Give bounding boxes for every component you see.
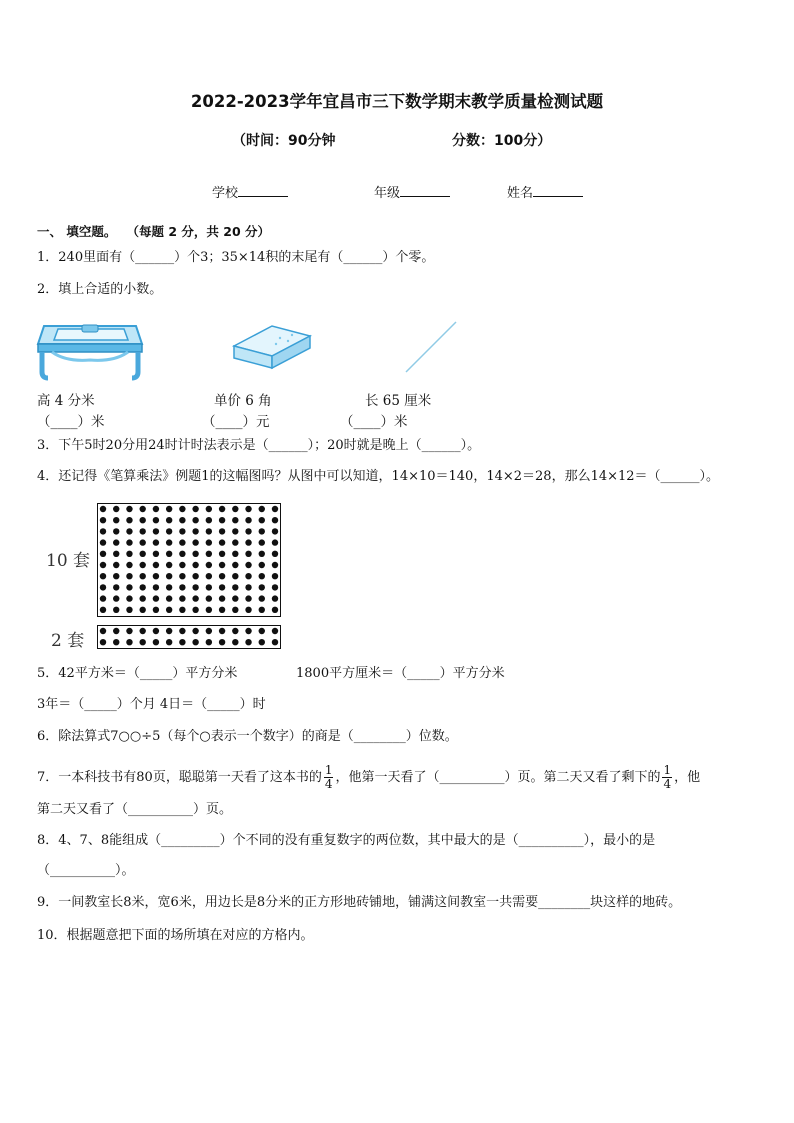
dot [245, 562, 251, 568]
dot [219, 595, 225, 601]
dot [259, 584, 265, 590]
dot [245, 639, 251, 645]
question-10: 10．根据题意把下面的场所填在对应的方格内。 [37, 928, 314, 943]
dot [219, 628, 225, 634]
dot [166, 584, 172, 590]
dot [126, 506, 132, 512]
question-7-part-a: 7．一本科技书有80页，聪聪第一天看了这本书的 [37, 770, 322, 785]
dot [206, 584, 212, 590]
dot [259, 539, 265, 545]
dot [179, 573, 185, 579]
dot [126, 639, 132, 645]
dot [113, 528, 119, 534]
dot [272, 517, 278, 523]
eraser-caption: 单价 6 角 [214, 393, 272, 409]
dot [232, 506, 238, 512]
dot [232, 584, 238, 590]
dot [179, 562, 185, 568]
dot [100, 517, 106, 523]
dot [179, 595, 185, 601]
ten-sets-label: 10 套 [46, 551, 91, 571]
exam-time: （时间：90分钟 [232, 133, 336, 149]
question-7 [37, 762, 700, 794]
dot [245, 607, 251, 613]
dot [259, 528, 265, 534]
dot [113, 584, 119, 590]
dot [166, 595, 172, 601]
dot [192, 607, 198, 613]
dot [113, 517, 119, 523]
dot [192, 517, 198, 523]
dot [219, 517, 225, 523]
question-7-line-2: 第二天又看了（__________）页。 [37, 802, 233, 817]
dot-array-ten-sets [97, 503, 281, 617]
dot [232, 639, 238, 645]
dot [206, 573, 212, 579]
dot [272, 607, 278, 613]
dot [179, 528, 185, 534]
dot [113, 639, 119, 645]
question-4: 4．还记得《笔算乘法》例题1的这幅图吗？从图中可以知道，14×10＝140，14×2＝28，那么14×12＝（______）。 [37, 469, 720, 484]
dot [166, 562, 172, 568]
dot [245, 539, 251, 545]
section-heading [37, 223, 270, 242]
dot [272, 639, 278, 645]
dot [245, 551, 251, 557]
dot [139, 506, 145, 512]
dot [272, 573, 278, 579]
dot [192, 528, 198, 534]
dot [219, 584, 225, 590]
dot [100, 506, 106, 512]
dot [219, 551, 225, 557]
dot [259, 562, 265, 568]
dot [259, 607, 265, 613]
eraser-answer: （____）元 [202, 414, 270, 430]
dot [139, 628, 145, 634]
dot [179, 539, 185, 545]
dot [179, 517, 185, 523]
dot [192, 506, 198, 512]
dot [126, 528, 132, 534]
dot [126, 562, 132, 568]
dot [259, 639, 265, 645]
dot [139, 607, 145, 613]
dot [232, 528, 238, 534]
dot [206, 528, 212, 534]
dot [232, 551, 238, 557]
school-blank[interactable] [238, 184, 288, 197]
dot [272, 595, 278, 601]
dot [179, 628, 185, 634]
dot [153, 628, 159, 634]
dot [259, 573, 265, 579]
dot [153, 595, 159, 601]
eraser-picture [232, 322, 312, 372]
dot [100, 639, 106, 645]
dot [100, 595, 106, 601]
dot [126, 573, 132, 579]
dot [126, 607, 132, 613]
dot [126, 584, 132, 590]
dot [192, 539, 198, 545]
dot [192, 595, 198, 601]
dot [206, 551, 212, 557]
dot [206, 607, 212, 613]
dot [245, 628, 251, 634]
dot [126, 551, 132, 557]
dot [206, 539, 212, 545]
two-sets-label: 2 套 [51, 631, 85, 651]
dot [232, 573, 238, 579]
dot [153, 551, 159, 557]
dot [100, 539, 106, 545]
dot [192, 628, 198, 634]
table-caption: 高 4 分米 [37, 393, 95, 409]
dot [206, 628, 212, 634]
dot [139, 551, 145, 557]
dot [232, 595, 238, 601]
dot [153, 506, 159, 512]
dot [153, 562, 159, 568]
dot [245, 517, 251, 523]
dot [100, 551, 106, 557]
dot [219, 539, 225, 545]
dot [139, 539, 145, 545]
dot [192, 584, 198, 590]
dot-array-two-sets [97, 625, 281, 649]
dot [272, 506, 278, 512]
dot [100, 584, 106, 590]
name-label: 姓名 [507, 186, 534, 201]
dot [113, 562, 119, 568]
dot [100, 562, 106, 568]
line-segment-picture [404, 320, 460, 376]
dot [232, 628, 238, 634]
dot [206, 639, 212, 645]
dot [113, 506, 119, 512]
dot [139, 562, 145, 568]
question-8-line-1: 8．4、7、8能组成（_________）个不同的没有重复数字的两位数，其中最大的是（__________），最小的是 [37, 833, 656, 848]
dot [245, 506, 251, 512]
question-3: 3．下午5时20分用24时计时法表示是（______）；20时就是晚上（______）。 [37, 438, 481, 453]
dot [272, 628, 278, 634]
dot [259, 506, 265, 512]
dot [232, 539, 238, 545]
dot [192, 573, 198, 579]
question-1: 1．240里面有（______）个3；35×14积的末尾有（______）个零。 [37, 250, 435, 265]
dot [166, 628, 172, 634]
dot [166, 573, 172, 579]
dot [272, 539, 278, 545]
question-7-part-b: ，他第一天看了（__________）页。第二天又看了剩下的 [335, 770, 661, 785]
grade-blank[interactable] [400, 184, 450, 197]
dot [232, 562, 238, 568]
dot [259, 551, 265, 557]
dot [153, 528, 159, 534]
question-5a: 5．42平方米＝（_____）平方分米 [37, 666, 238, 681]
dot [139, 528, 145, 534]
dot [219, 639, 225, 645]
dot [153, 639, 159, 645]
fraction-numerator: 1 [663, 763, 672, 777]
dot [100, 573, 106, 579]
line-answer: （____）米 [340, 414, 408, 430]
dot [206, 562, 212, 568]
dot [139, 639, 145, 645]
dot [113, 539, 119, 545]
fraction-one-quarter-a [324, 764, 334, 791]
dot [245, 573, 251, 579]
dot [100, 628, 106, 634]
fraction-denominator: 4 [663, 777, 672, 791]
dot [192, 562, 198, 568]
dot [219, 573, 225, 579]
dot [166, 506, 172, 512]
dot [113, 573, 119, 579]
dot [126, 628, 132, 634]
fraction-denominator: 4 [324, 777, 333, 791]
dot [206, 506, 212, 512]
dot [126, 539, 132, 545]
dot [166, 528, 172, 534]
dot [113, 595, 119, 601]
dot [179, 506, 185, 512]
dot [166, 607, 172, 613]
dot [179, 607, 185, 613]
question-5c: 3年＝（_____）个月 4日＝（_____）时 [37, 697, 266, 712]
dot [126, 595, 132, 601]
dot [153, 584, 159, 590]
line-caption: 长 65 厘米 [365, 393, 432, 409]
dot [139, 573, 145, 579]
dot [153, 573, 159, 579]
dot [219, 506, 225, 512]
fraction-one-quarter-b [662, 764, 672, 791]
table-answer: （____）米 [37, 414, 105, 430]
dot [245, 595, 251, 601]
dot [259, 517, 265, 523]
dot [232, 517, 238, 523]
dot [139, 517, 145, 523]
dot [206, 517, 212, 523]
dot [166, 517, 172, 523]
question-8-line-2: （__________）。 [37, 863, 135, 878]
dot [272, 562, 278, 568]
dot [219, 607, 225, 613]
question-2: 2．填上合适的小数。 [37, 282, 163, 297]
dot [245, 528, 251, 534]
dot [139, 595, 145, 601]
fraction-numerator: 1 [324, 763, 333, 777]
school-field [212, 182, 288, 201]
dot [259, 595, 265, 601]
dot [245, 584, 251, 590]
dot [272, 528, 278, 534]
dot [153, 607, 159, 613]
dot [113, 607, 119, 613]
dot [166, 539, 172, 545]
dot [139, 584, 145, 590]
dot [179, 639, 185, 645]
dot [113, 628, 119, 634]
dot [272, 584, 278, 590]
dot [179, 551, 185, 557]
school-label: 学校 [212, 186, 239, 201]
dot [153, 517, 159, 523]
name-field [507, 182, 583, 201]
dot [192, 551, 198, 557]
dot [272, 551, 278, 557]
question-9: 9．一间教室长8米，宽6米，用边长是8分米的正方形地砖铺地，铺满这间教室一共需要________块这样的地砖。 [37, 895, 682, 910]
grade-field [374, 182, 450, 201]
exam-title: 2022-2023学年宜昌市三下数学期末教学质量检测试题 [190, 92, 604, 111]
dot [192, 639, 198, 645]
grade-label: 年级 [374, 186, 401, 201]
dot [126, 517, 132, 523]
dot [113, 551, 119, 557]
name-blank[interactable] [533, 184, 583, 197]
dot [259, 628, 265, 634]
exam-score: 分数：100分） [452, 133, 552, 149]
question-6: 6．除法算式7○○÷5（每个○表示一个数字）的商是（________）位数。 [37, 729, 458, 744]
dot [100, 607, 106, 613]
dot [166, 551, 172, 557]
dot [219, 562, 225, 568]
dot [100, 528, 106, 534]
question-7-part-c: ，他 [674, 770, 701, 785]
dot [179, 584, 185, 590]
dot [232, 607, 238, 613]
dot [206, 595, 212, 601]
dot [153, 539, 159, 545]
table-picture [36, 316, 146, 382]
question-5b: 1800平方厘米＝（_____）平方分米 [296, 666, 505, 681]
section-note: （每题 2 分，共 20 分） [126, 224, 271, 239]
section-title: 一、 填空题。 [37, 224, 117, 239]
dot [166, 639, 172, 645]
dot [219, 528, 225, 534]
